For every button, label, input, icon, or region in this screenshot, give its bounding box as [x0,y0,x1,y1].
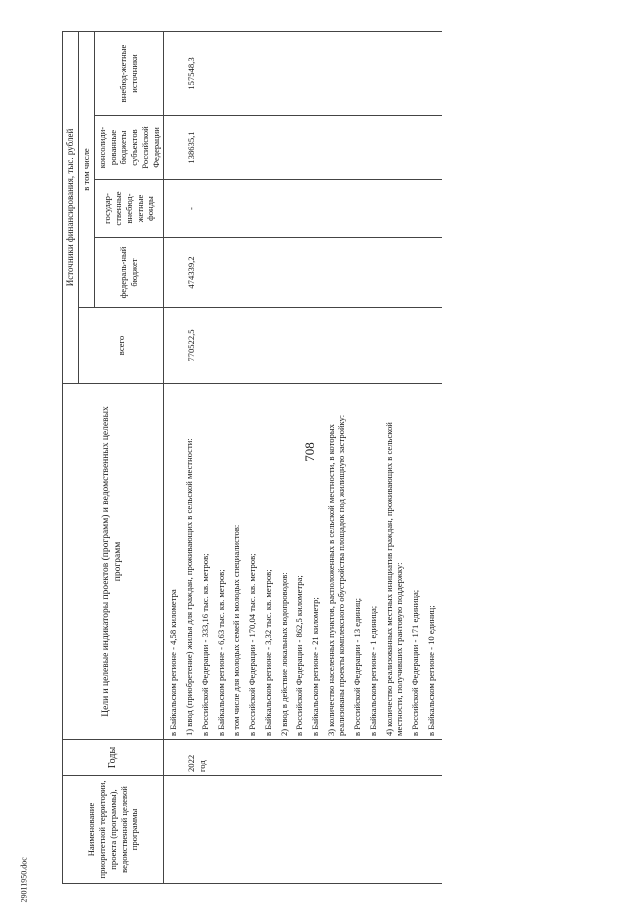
header-financing: Источники финансирования, тыс. рублей [63,31,79,383]
header-name: Наименование приоритетной территории, проекта (программы), ведомственной целевой программы [63,776,164,884]
goal-line: в том числе для молодых семей и молодых специалистов: [231,524,242,736]
rotated-table-sheet [62,32,622,884]
goal-line: в Байкальском регионе - 6,63 тыс. кв. метров; [215,569,226,736]
header-including: в том числе [79,31,95,307]
header-federal: федераль-ный бюджет [94,238,163,308]
header-total: всего [79,308,164,384]
goal-line: в Байкальском регионе - 1 единица; [367,605,378,736]
goal-line: в Байкальском регионе - 21 километр; [310,597,320,736]
value-state-funds: - [186,207,197,210]
cell-total [164,308,442,384]
header-state-funds: государ-ственные внебюд-жетные фонды [94,180,163,238]
goal-line: в Российской Федерации - 170,04 тыс. кв. метров; [247,553,258,736]
header-goals: Цели и целевые индикаторы проектов (программ) и ведомственных целевых программ [63,384,164,740]
goal-line: в Российской Федерации - 862,5 километра; [294,575,305,736]
cell-state-funds [164,180,442,238]
goal-line: 4) количество реализованных местных инициатив граждан, проживающих в сельской местности, получивших грантовую поддержку: [383,422,405,736]
page-number: 708 [301,442,317,462]
cell-other [164,31,442,115]
goal-line: в Байкальском регионе - 10 единиц; [425,605,436,736]
value-federal: 474339,2 [186,256,197,289]
cell-consolidated [164,116,442,180]
header-years: Годы [63,740,164,776]
cell-goals [164,384,442,740]
cell-name [164,776,442,884]
goal-line: в Российской Федерации - 171 единица; [410,589,421,736]
goal-line: в Байкальском регионе - 3,32 тыс. кв. метров; [262,569,273,736]
header-other: внебюд-жетные источники [94,31,163,115]
value-other: 157548,3 [186,57,197,90]
header-consolidated: консолиди-рованные бюджеты субъектов Российской Федерации [94,116,163,180]
goal-line: в Российской Федерации - 13 единиц; [352,597,363,736]
year-label: 2022 год [186,754,208,772]
goal-line: в Российской Федерации - 333,16 тыс. кв. метров; [199,553,210,736]
financing-table [62,31,442,884]
value-consolidated: 138635,1 [186,131,197,164]
goal-line: 3) количество населенных пунктов, расположенных в сельской местности, в которых реализованы проекты комплексного обустройства площадок под жилищную застройку: [325,414,347,736]
value-total: 770522,5 [186,329,197,362]
footer-code: 29011950.doc [19,857,29,903]
goal-line: 1) ввод (приобретение) жилья для граждан, проживающих в сельской местности: [184,438,195,736]
goal-line: 2) ввод в действие локальных водопроводов: [278,572,289,736]
cell-federal [164,238,442,308]
cell-year [164,740,442,776]
goal-line: в Байкальском регионе - 4,58 километра [168,589,179,736]
